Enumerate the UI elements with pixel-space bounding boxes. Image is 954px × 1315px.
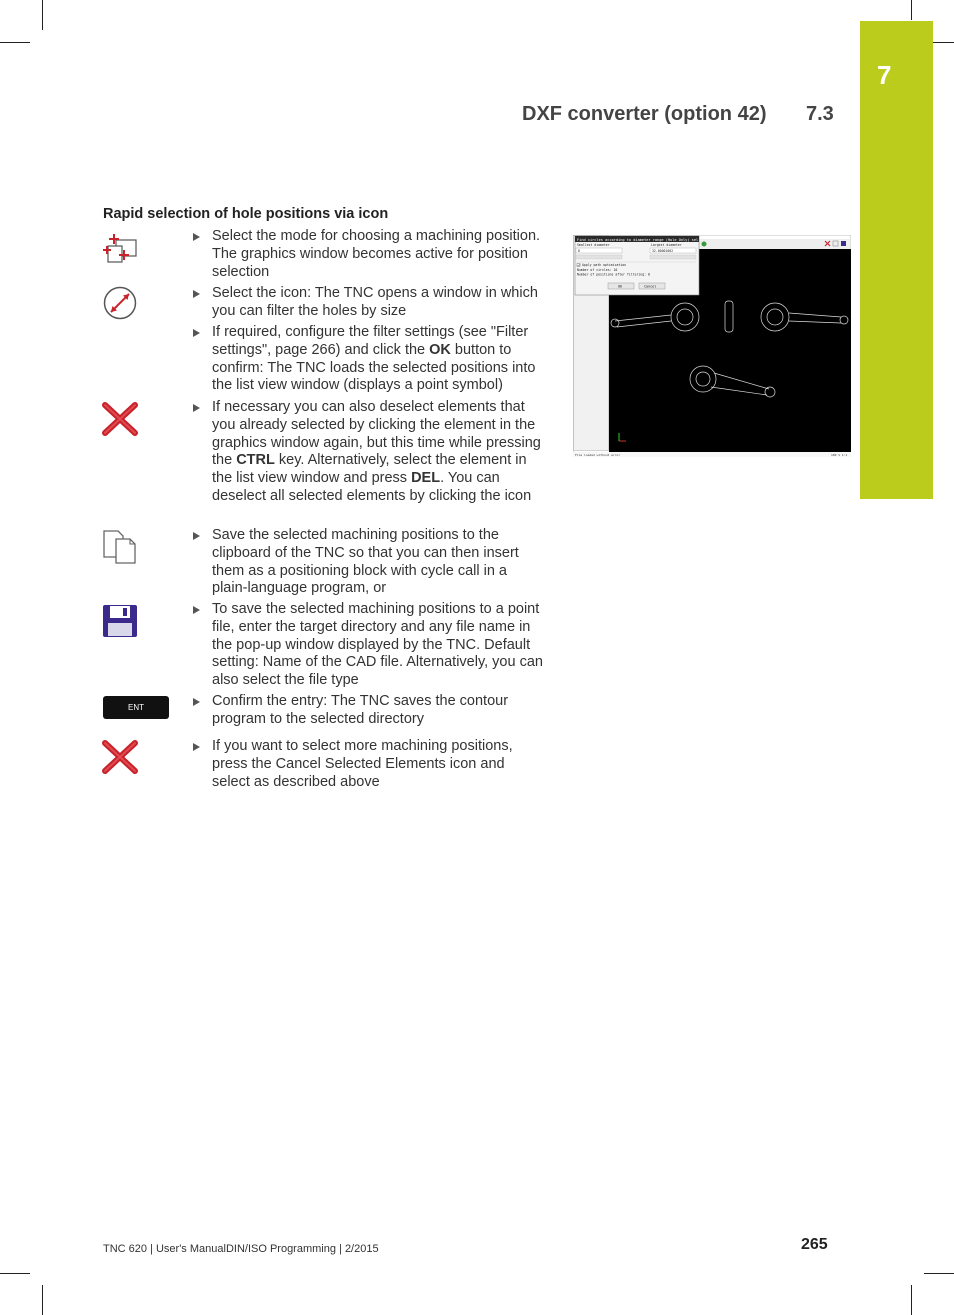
step-item (193, 228, 543, 281)
dxf-converter-screenshot (573, 235, 851, 457)
step-text: To save the selected machining positions to a point file, enter the target directory and any file name in the pop-up window displayed by the TNC. Default setting: Name of the CAD file. Alternatively, you can also select the file type (212, 601, 543, 689)
step-item (193, 738, 543, 791)
path-optimization-checkbox[interactable]: Apply path optimization (582, 263, 627, 268)
zoom-status: 100 % 1:1 (831, 453, 848, 457)
bullet-arrow-icon (193, 532, 200, 540)
step-text: Confirm the entry: The TNC saves the contour program to the selected directory (212, 693, 509, 727)
crop-mark (42, 0, 43, 30)
smallest-diameter-value[interactable]: 8 (578, 249, 580, 253)
bullet-arrow-icon (193, 233, 200, 241)
bullet-arrow-icon (193, 329, 200, 337)
crop-mark (42, 1285, 43, 1315)
page-title: DXF converter (option 42) (522, 103, 767, 125)
circle-count: Number of circles: 10 (577, 268, 618, 272)
crop-mark (911, 1285, 912, 1315)
ok-keyword: OK (429, 341, 451, 358)
section-number: 7.3 (806, 103, 834, 125)
del-keyword: DEL (411, 470, 441, 487)
cancel-selection-icon (102, 740, 138, 774)
select-positions-icon (102, 232, 138, 264)
largest-diameter-value[interactable]: 32.00001002 (652, 249, 674, 253)
bullet-arrow-icon (193, 404, 200, 412)
step-item (193, 527, 543, 598)
save-floppy-icon (102, 604, 138, 638)
cancel-button[interactable]: Cancel (644, 284, 657, 289)
chapter-tab (860, 21, 933, 499)
bullet-arrow-icon (193, 606, 200, 614)
smallest-diameter-label: Smallest diameter (577, 243, 610, 247)
step-item (193, 324, 543, 395)
step-text: Save the selected machining positions to the clipboard of the TNC so that you can then insert them as a positioning block with cycle call in a plain-language program, or (212, 527, 519, 597)
dialog-title: Find circles according to diameter range (Hole Only) sel (577, 237, 699, 242)
ent-key[interactable]: ENT (103, 696, 169, 719)
page-number: 265 (801, 1236, 828, 1253)
crop-mark (911, 0, 912, 20)
cancel-selection-icon (102, 402, 138, 436)
crop-mark (0, 42, 30, 43)
diameter-filter-icon (102, 285, 138, 321)
positions-count: Number of positions after filtering: 8 (577, 272, 650, 277)
bullet-arrow-icon (193, 743, 200, 751)
step-text: If required, configure the filter settings (see "Filter settings", page 266) and click the OK button to confirm: The TNC loads the selected positions into the list view window (displays a point symbol) (212, 324, 536, 394)
crop-mark (0, 1273, 30, 1274)
crop-mark (924, 1273, 954, 1274)
bullet-arrow-icon (193, 290, 200, 298)
step-text: Select the mode for choosing a machining position. The graphics window becomes active for position selection (212, 228, 541, 280)
status-text: File loaded without error (575, 453, 621, 457)
footer-text: TNC 620 | User's ManualDIN/ISO Programming | 2/2015 (103, 1243, 379, 1255)
step-item (193, 693, 543, 729)
step-item (193, 601, 543, 690)
clipboard-copy-icon (102, 529, 138, 565)
step-text: Select the icon: The TNC opens a window in which you can filter the holes by size (212, 285, 538, 319)
chapter-number: 7 (877, 60, 892, 90)
largest-diameter-label: Largest diameter (651, 243, 682, 247)
step-item (193, 285, 543, 321)
section-heading: Rapid selection of hole positions via icon (103, 206, 389, 222)
step-text: If you want to select more machining positions, press the Cancel Selected Elements icon and select as described above (212, 738, 513, 790)
step-item (193, 399, 543, 506)
ctrl-keyword: CTRL (236, 452, 275, 469)
ok-button[interactable]: OK (618, 284, 623, 289)
step-text: If necessary you can also deselect elements that you already selected by clicking the element in the graphics window again, but this time while pressing the CTRL key. Alternatively, select the element in the list view window and press DEL. You can deselect all selected elements by clicking the icon (212, 399, 541, 504)
bullet-arrow-icon (193, 698, 200, 706)
